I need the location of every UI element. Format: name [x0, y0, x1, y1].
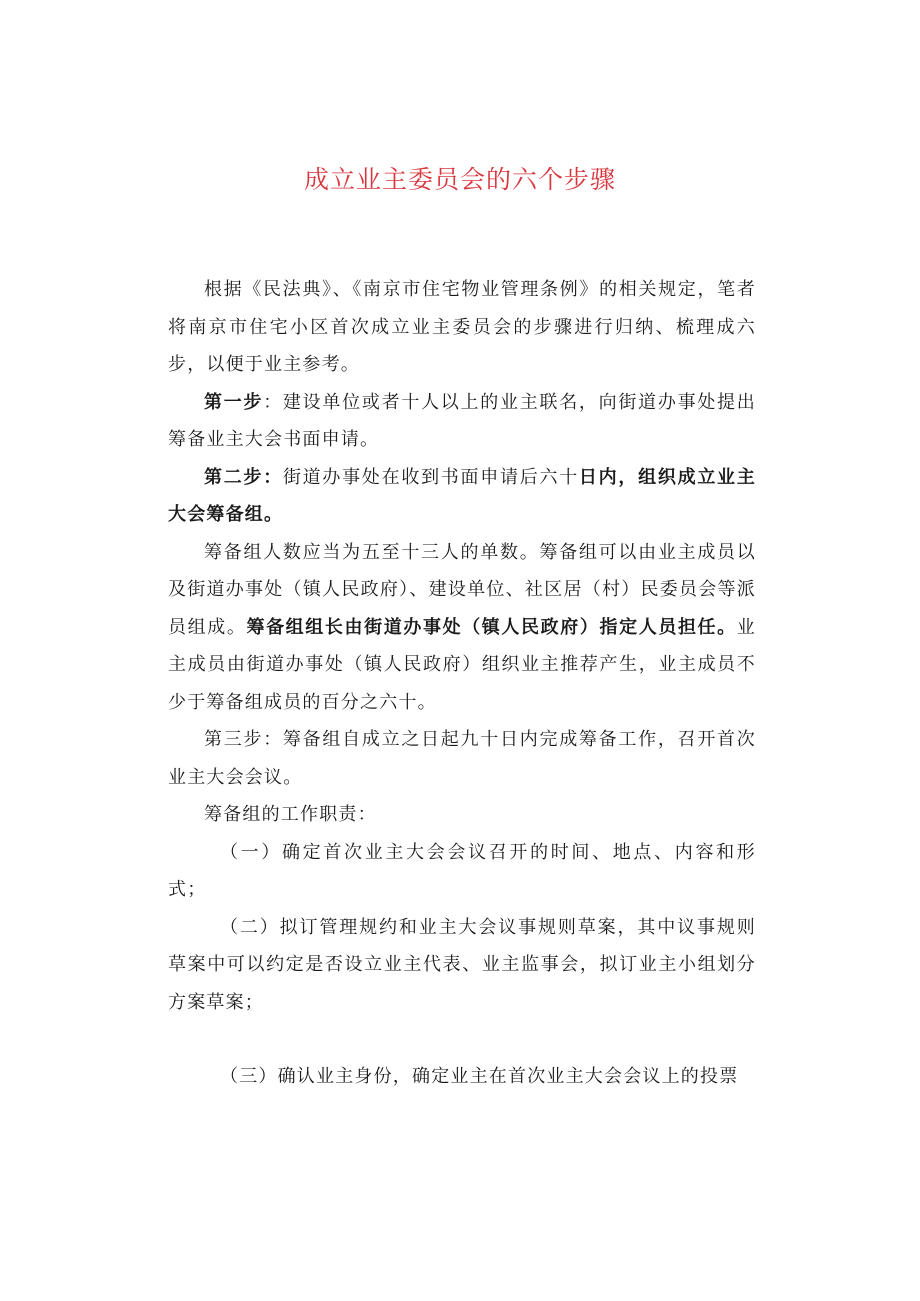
step-three-paragraph: 第三步：筹备组自成立之日起九十日内完成筹备工作，召开首次业主大会会议。 — [168, 729, 756, 788]
duty-item-2: （二）拟订管理规约和业主大会议事规则草案，其中议事规则草案中可以约定是否设立业主代表、业主监事会，拟订业主小组划分方案草案； — [168, 916, 756, 1013]
intro-paragraph: 根据《民法典》、《南京市住宅物业管理条例》的相关规定，笔者将南京市住宅小区首次成立业主委员会的步骤进行归纳、梳理成六步，以便于业主参考。 — [168, 279, 756, 375]
group-text-end: 业主成员由街道办事处（镇人民政府）组织业主推荐产生，业主成员不少于筹备组成员的百分之六十。 — [168, 616, 756, 713]
step-two-paragraph — [168, 459, 756, 534]
step-two-label: 第二步： — [204, 466, 283, 488]
preparatory-group-paragraph — [168, 534, 756, 722]
group-leader-emphasis: 筹备组组长由街道办事处（镇人民政府）指定人员担任。 — [246, 616, 737, 638]
step-two-text: 街道办事处在收到书面申请后六十 — [282, 466, 579, 488]
duties-heading: 筹备组的工作职责： — [204, 804, 377, 825]
document-title: 成立业主委员会的六个步骤 — [303, 165, 616, 194]
duty-item-3: （三）确认业主身份，确定业主在首次业主大会会议上的投票 — [220, 1066, 739, 1087]
step-two-emphasis: 日内，组织成立业主大会筹备组。 — [168, 466, 756, 525]
step-one-paragraph — [168, 384, 756, 459]
group-text-start: 筹备组人数应当为五至十三人的单数。筹备组可以由业主成员以及街道办事处（镇人民政府）、建设单位、社区居（村）民委员会等派员组成。 — [168, 541, 756, 638]
step-one-label: 第一步 — [204, 391, 264, 413]
document-body — [168, 271, 756, 1096]
duty-item-1: （一）确定首次业主大会会议召开的时间、地点、内容和形式； — [168, 841, 756, 900]
step-one-text: ：建设单位或者十人以上的业主联名，向街道办事处提出筹备业主大会书面申请。 — [168, 391, 756, 450]
